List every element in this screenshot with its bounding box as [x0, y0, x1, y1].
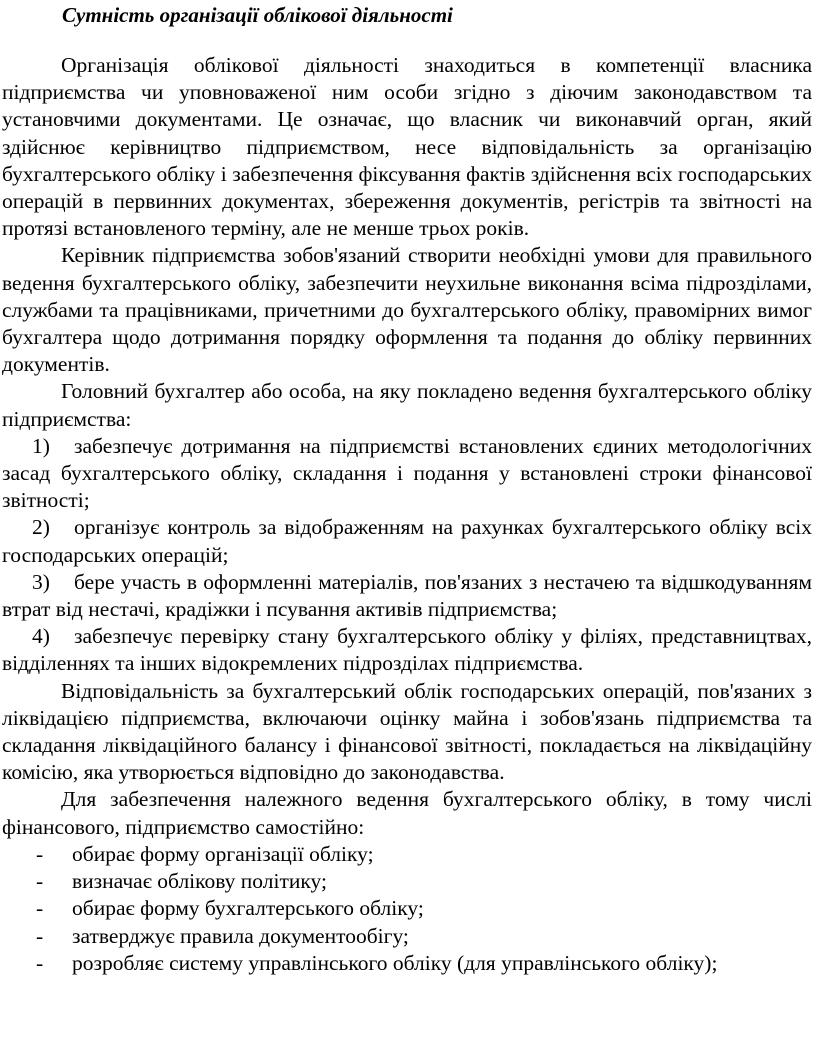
item-text: забезпечує дотримання на підприємстві встановлених єдиних методологічних засад бухгалтерського обліку, складання і подання у встановлені строки фінансової звітності; [2, 433, 812, 513]
item-number: 1) [32, 433, 50, 458]
numbered-item [2, 514, 812, 568]
list-item [2, 895, 812, 922]
list-item-text: розробляє систему управлінського обліку (для управлінського обліку); [72, 950, 718, 975]
list-item [2, 841, 812, 868]
paragraph-organization: Організація облікової діяльності знаходиться в компетенції власника підприємства чи уповноваженої ним особи згідно з діючим законодавством та установчими документами. Це означає, що власник чи виконавчий орган, який здійснює керівництво підприємством, несе відповідальність за організацію бухгалтерського обліку і забезпечення фіксування фактів здійснення всіх господарських операцій в первинних документах, збереження документів, регістрів та звітності на протязі встановленого терміну, але не менше трьох років. [2, 53, 812, 241]
dash-marker: - [36, 841, 44, 866]
item-number: 2) [32, 515, 50, 540]
item-number: 3) [32, 569, 50, 594]
item-text: організує контроль за відображенням на рахунках бухгалтерського обліку всіх господарських операцій; [2, 515, 812, 567]
list-item [2, 950, 812, 977]
list-item-text: затверджує правила документообігу; [72, 923, 409, 948]
paragraph-enterprise-independent: Для забезпечення належного ведення бухгалтерського обліку, в тому числі фінансового, підприємство самостійно: [2, 787, 812, 839]
dash-marker: - [36, 869, 44, 894]
item-number: 4) [32, 624, 50, 649]
dash-marker: - [36, 923, 44, 948]
item-text: бере участь в оформленні матеріалів, пов'язаних з нестачею та відшкодуванням втрат від нестачі, крадіжки і псування активів підприємства; [2, 569, 812, 622]
list-item [2, 868, 812, 895]
dash-marker: - [36, 950, 44, 975]
list-item-text: обирає форму бухгалтерського обліку; [72, 896, 424, 921]
dash-list [2, 841, 812, 977]
list-item-text: визначає облікову політику; [72, 869, 327, 894]
paragraph-director-duties: Керівник підприємства зобов'язаний створити необхідні умови для правильного ведення бухгалтерського обліку, забезпечити неухильне виконання всіма підрозділами, службами та працівниками, причетними до бухгалтерського обліку, правомірних вимог бухгалтера щодо дотримання порядку оформлення та подання до обліку первинних документів. [2, 243, 812, 377]
dash-marker: - [36, 896, 44, 921]
paragraph-liquidation: Відповідальність за бухгалтерський облік господарських операцій, пов'язаних з ліквідацією підприємства, включаючи оцінку майна і зобов'язань підприємства та складання ліквідаційного балансу і фінансової звітності, покладається на ліквідаційну комісію, яка утворюється відповідно до законодавства. [2, 678, 812, 785]
item-text: забезпечує перевірку стану бухгалтерського обліку у філіях, представництвах, відділеннях та інших відокремлених підрозділах підприємства. [2, 624, 812, 676]
list-item-text: обирає форму організації обліку; [72, 841, 374, 866]
numbered-item [2, 433, 812, 515]
list-item [2, 923, 812, 950]
document-body [2, 52, 812, 977]
numbered-item [2, 569, 812, 623]
paragraph-chief-accountant: Головний бухгалтер або особа, на яку покладено ведення бухгалтерського обліку підприємства: [2, 379, 812, 431]
document-title: Сутність організації облікової діяльності [62, 3, 453, 27]
numbered-item [2, 623, 812, 677]
